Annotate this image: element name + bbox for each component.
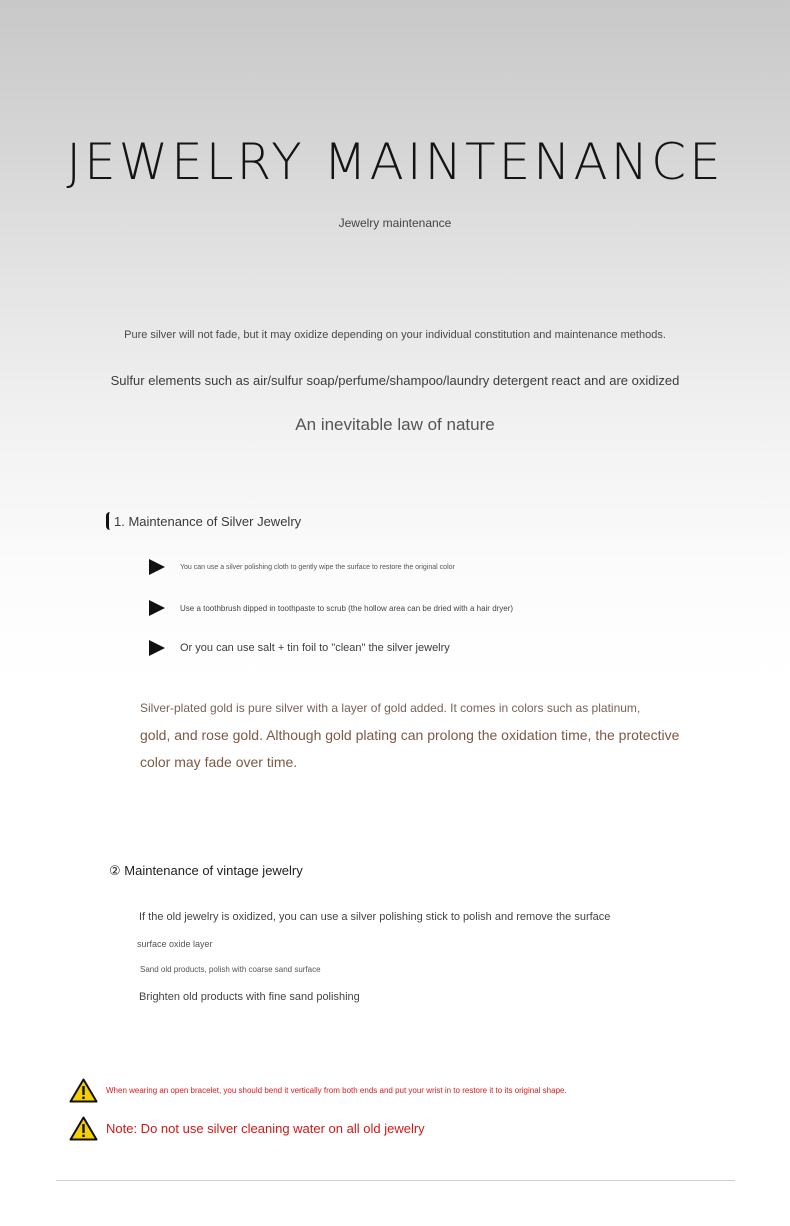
- intro-tagline: An inevitable law of nature: [295, 415, 495, 434]
- list-item-text: You can use a silver polishing cloth to gently wipe the surface to restore the original color: [180, 563, 455, 571]
- page-subtitle: Jewelry maintenance: [338, 216, 452, 230]
- page-title: JEWELRY MAINTENANCE: [66, 133, 724, 191]
- warning-text: When wearing an open bracelet, you should bend it vertically from both ends and put your wrist in to restore it to its original shape.: [106, 1086, 567, 1095]
- list-item: [149, 600, 513, 616]
- list-item: [149, 640, 450, 656]
- list-item-text: Use a toothbrush dipped in toothpaste to scrub (the hollow area can be dried with a hair dryer): [180, 603, 514, 613]
- vintage-care-text: Brighten old products with fine sand polishing: [139, 991, 360, 1003]
- warning-icon: [69, 1078, 98, 1103]
- divider: [56, 1180, 735, 1181]
- vintage-care-text: surface oxide layer: [137, 939, 213, 949]
- list-item-text: Or you can use salt + tin foil to "clean" the silver jewelry: [180, 642, 450, 654]
- warning-note: [69, 1116, 425, 1141]
- intro-text: Sulfur elements such as air/sulfur soap/perfume/shampoo/laundry detergent react and are oxidized: [110, 373, 680, 388]
- play-icon: [149, 600, 165, 616]
- play-icon: [149, 559, 165, 575]
- vintage-care-text: Sand old products, polish with coarse sand surface: [140, 965, 321, 974]
- plated-gold-note: color may fade over time.: [140, 754, 298, 770]
- plated-gold-note: Silver-plated gold is pure silver with a layer of gold added. It comes in colors such as platinum,: [140, 701, 641, 715]
- section-heading-silver: [106, 512, 301, 530]
- bracket-icon: [106, 512, 110, 530]
- plated-gold-note: gold, and rose gold. Although gold plating can prolong the oxidation time, the protective: [140, 727, 680, 743]
- warning-icon: [69, 1116, 98, 1141]
- vintage-care-text: If the old jewelry is oxidized, you can use a silver polishing stick to polish and remove the surface: [139, 911, 611, 923]
- list-item: [149, 559, 455, 575]
- section-heading-vintage: ② Maintenance of vintage jewelry: [109, 863, 303, 878]
- warning-text: Note: Do not use silver cleaning water on all old jewelry: [106, 1121, 425, 1136]
- section-heading-label: 1. Maintenance of Silver Jewelry: [114, 513, 302, 529]
- play-icon: [149, 640, 165, 656]
- intro-text: Pure silver will not fade, but it may oxidize depending on your individual constitution and maintenance methods.: [124, 329, 666, 341]
- warning-note: [69, 1078, 567, 1103]
